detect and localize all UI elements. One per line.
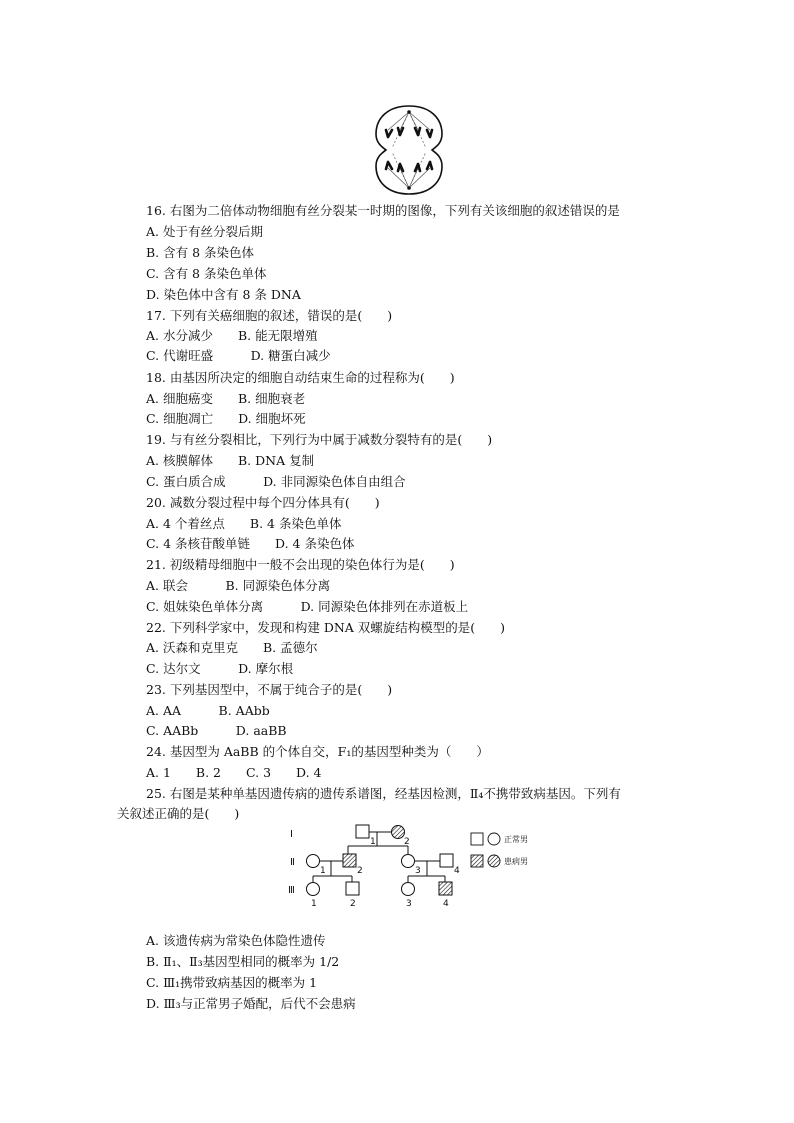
legend-affected-label: 患病男: [504, 857, 528, 866]
question-16-option-d: D. 染色体中含有 8 条 DNA: [146, 287, 301, 302]
pedigree-III-4-affected-male: [439, 882, 452, 895]
pedigree-num-III-1: 1: [311, 899, 317, 909]
pedigree-num-II-3: 3: [415, 866, 421, 876]
question-23-stem: 23. 下列基因型中，不属于纯合子的是( ): [146, 682, 393, 697]
question-25-option-b: B. Ⅱ₁、Ⅱ₃基因型相同的概率为 1/2: [146, 954, 340, 969]
question-23-options-cd: C. AABb D. aaBB: [146, 723, 287, 738]
question-22-stem: 22. 下列科学家中，发现和构建 DNA 双螺旋结构模型的是( ): [146, 620, 506, 635]
pedigree-chart: [280, 820, 570, 912]
question-25-stem-line2: 关叙述正确的是( ): [117, 806, 240, 821]
question-18-stem: 18. 由基因所决定的细胞自动结束生命的过程称为( ): [146, 370, 455, 385]
pedigree-II-1-normal-female: [307, 855, 320, 868]
question-19-stem: 19. 与有丝分裂相比，下列行为中属于减数分裂特有的是( ): [146, 432, 493, 447]
question-25-stem-line1: 25. 右图是某种单基因遗传病的遗传系谱图，经基因检测，Ⅱ₄不携带致病基因。下列有: [146, 786, 621, 801]
pedigree-II-4-normal-male: [440, 854, 453, 867]
legend-normal-female-icon: [488, 833, 500, 845]
question-20-options-ab: A. 4 个着丝点 B. 4 条染色单体: [146, 516, 342, 531]
question-24-stem: 24. 基因型为 AaBB 的个体自交，F₁的基因型种类为（ ）: [146, 744, 489, 759]
question-22-options-ab: A. 沃森和克里克 B. 孟德尔: [146, 640, 318, 655]
cell-membrane: [376, 106, 442, 194]
pedigree-num-III-2: 2: [350, 899, 356, 909]
pedigree-num-III-4: 4: [443, 899, 449, 909]
question-17-options-cd: C. 代谢旺盛 D. 糖蛋白减少: [146, 348, 331, 363]
question-21-options-cd: C. 姐妹染色单体分离 D. 同源染色体排列在赤道板上: [146, 599, 469, 614]
pedigree-I-2-affected-female: [392, 826, 405, 839]
chromosomes-lower: [386, 162, 432, 171]
legend-normal-male-icon: [471, 833, 483, 845]
question-16-option-a: A. 处于有丝分裂后期: [146, 224, 263, 239]
question-17-stem: 17. 下列有关癌细胞的叙述，错误的是( ): [146, 308, 393, 323]
pedigree-num-II-1: 1: [320, 866, 326, 876]
pedigree-num-I-1: 1: [370, 837, 376, 847]
legend-normal-label: 正常男: [504, 835, 528, 844]
generation-label-2: Ⅱ: [290, 857, 295, 868]
pedigree-I-1-normal-male: [356, 825, 369, 838]
question-24-options: A. 1 B. 2 C. 3 D. 4: [146, 765, 322, 780]
question-18-options-cd: C. 细胞凋亡 D. 细胞坏死: [146, 411, 306, 426]
question-21-stem: 21. 初级精母细胞中一般不会出现的染色体行为是( ): [146, 557, 455, 572]
pedigree-III-2-normal-male: [346, 882, 359, 895]
question-25-option-c: C. Ⅲ₁携带致病基因的概率为 1: [146, 975, 318, 990]
generation-label-3: Ⅲ: [288, 885, 295, 896]
question-20-options-cd: C. 4 条核苷酸单链 D. 4 条染色体: [146, 536, 355, 551]
cell-division-figure: [372, 102, 446, 198]
question-20-stem: 20. 减数分裂过程中每个四分体具有( ): [146, 495, 380, 510]
centrosome-icons: [407, 110, 411, 190]
question-21-options-ab: A. 联会 B. 同源染色体分离: [146, 578, 331, 593]
question-17-options-ab: A. 水分减少 B. 能无限增殖: [146, 328, 318, 343]
question-19-options-cd: C. 蛋白质合成 D. 非同源染色体自由组合: [146, 474, 406, 489]
question-25-option-a: A. 该遗传病为常染色体隐性遗传: [146, 933, 326, 948]
chromosomes-upper: [386, 128, 432, 137]
question-16-option-b: B. 含有 8 条染色体: [146, 245, 255, 260]
spindle-fibers: [388, 112, 430, 188]
question-16-option-c: C. 含有 8 条染色单体: [146, 266, 267, 281]
pedigree-num-II-2: 2: [357, 866, 363, 876]
pedigree-lines: [313, 832, 445, 882]
pedigree-II-2-affected-male: [343, 854, 356, 867]
question-18-options-ab: A. 细胞癌变 B. 细胞衰老: [146, 391, 306, 406]
question-25-option-d: D. Ⅲ₃与正常男子婚配，后代不会患病: [146, 996, 356, 1011]
question-19-options-ab: A. 核膜解体 B. DNA 复制: [146, 453, 315, 468]
question-22-options-cd: C. 达尔文 D. 摩尔根: [146, 661, 294, 676]
question-23-options-ab: A. AA B. AAbb: [146, 703, 270, 718]
pedigree-num-III-3: 3: [406, 899, 412, 909]
question-16-stem: 16. 右图为二倍体动物细胞有丝分裂某一时期的图像，下列有关该细胞的叙述错误的是: [146, 203, 620, 218]
legend-affected-female-icon: [488, 855, 500, 867]
pedigree-III-1-normal-female: [307, 883, 320, 896]
generation-label-1: Ⅰ: [290, 829, 293, 840]
pedigree-legend: [471, 833, 500, 867]
legend-affected-male-icon: [471, 855, 483, 867]
pedigree-num-I-2: 2: [404, 837, 410, 847]
pedigree-II-3-normal-female: [402, 855, 415, 868]
pedigree-num-II-4: 4: [454, 866, 460, 876]
pedigree-III-3-normal-female: [402, 883, 415, 896]
